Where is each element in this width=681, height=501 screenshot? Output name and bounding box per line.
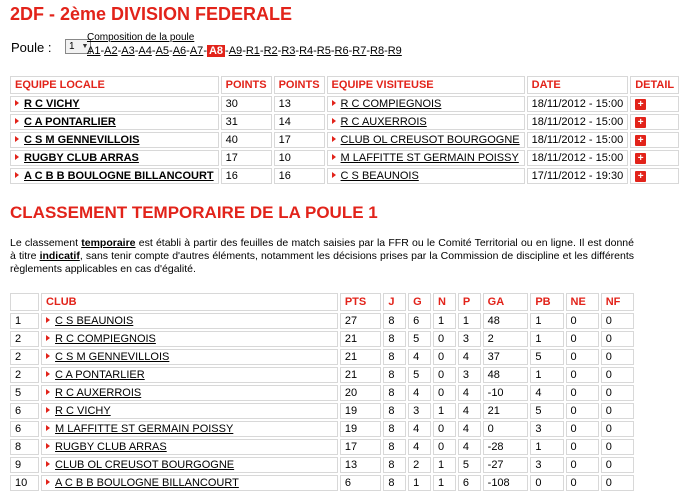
match-points-away: 17 xyxy=(274,132,325,148)
standings-j: 8 xyxy=(383,367,406,383)
round-separator: - xyxy=(117,45,122,57)
standings-p: 1 xyxy=(458,313,481,329)
home-team-name: RUGBY CLUB ARRAS xyxy=(24,152,139,164)
standings-p: 4 xyxy=(458,403,481,419)
standings-pts: 21 xyxy=(340,331,382,347)
standings-pb: 5 xyxy=(530,349,563,365)
standings-n: 0 xyxy=(433,349,456,365)
plus-icon[interactable]: + xyxy=(635,153,646,164)
standings-rank: 1 xyxy=(10,313,39,329)
club-name: C S BEAUNOIS xyxy=(55,315,134,327)
match-row xyxy=(10,132,679,148)
poule-label: Poule : xyxy=(11,40,52,55)
standings-pb: 5 xyxy=(530,403,563,419)
header-points-away: POINTS xyxy=(274,76,325,94)
match-points-away: 16 xyxy=(274,168,325,184)
round-separator: - xyxy=(366,45,370,57)
round-separator: - xyxy=(186,45,190,57)
club-name: R C VICHY xyxy=(55,405,111,417)
header-detail: DETAIL xyxy=(630,76,679,94)
match-row xyxy=(10,114,679,130)
standings-rank: 6 xyxy=(10,421,39,437)
round-separator: - xyxy=(100,45,105,57)
standings-rank: 8 xyxy=(10,439,39,455)
standings-rank: 2 xyxy=(10,331,39,347)
round-link-a6[interactable]: A6 xyxy=(172,45,187,57)
standings-n: 1 xyxy=(433,475,456,491)
away-team-name: R C COMPIEGNOIS xyxy=(340,98,442,110)
standings-pb: 1 xyxy=(530,331,563,347)
club-name: C A PONTARLIER xyxy=(55,369,145,381)
away-team-name: M LAFFITTE ST GERMAIN POISSY xyxy=(340,152,519,164)
explain-bold-temporaire: temporaire xyxy=(81,237,136,249)
triangle-right-icon xyxy=(15,154,19,160)
round-separator: - xyxy=(313,45,317,57)
triangle-right-icon xyxy=(46,317,50,323)
header-g: G xyxy=(408,293,431,311)
header-home: EQUIPE LOCALE xyxy=(10,76,219,94)
standings-p: 4 xyxy=(458,439,481,455)
home-team-name: A C B B BOULOGNE BILLANCOURT xyxy=(24,170,214,182)
explain-text-2: est établi à partir des feuilles de match saisies par la FFR ou le Comité Territorial ou en ligne. Il est donné à titre xyxy=(10,237,634,262)
round-separator: - xyxy=(134,45,139,57)
match-date: 18/11/2012 - 15:00 xyxy=(527,114,629,130)
match-points-home: 30 xyxy=(221,96,272,112)
standings-club[interactable] xyxy=(41,349,338,365)
round-separator: - xyxy=(242,45,246,57)
header-p: P xyxy=(458,293,481,311)
standings-row xyxy=(10,439,634,455)
triangle-right-icon xyxy=(46,335,50,341)
home-team-name: R C VICHY xyxy=(24,98,80,110)
match-row xyxy=(10,96,679,112)
standings-ne: 0 xyxy=(566,313,599,329)
plus-icon[interactable]: + xyxy=(635,117,646,128)
standings-row xyxy=(10,385,634,401)
standings-nf: 0 xyxy=(601,421,634,437)
away-team-name: R C AUXERROIS xyxy=(340,116,427,128)
classement-title: CLASSEMENT TEMPORAIRE DE LA POULE 1 xyxy=(10,203,378,222)
standings-nf: 0 xyxy=(601,475,634,491)
club-name: M LAFFITTE ST GERMAIN POISSY xyxy=(55,423,234,435)
round-link-a1[interactable]: A1 xyxy=(87,45,101,57)
round-link-r1[interactable]: R1 xyxy=(245,45,260,57)
standings-n: 1 xyxy=(433,457,456,473)
match-points-home: 17 xyxy=(221,150,272,166)
round-link-a3[interactable]: A3 xyxy=(121,45,135,57)
round-link-r5[interactable]: R5 xyxy=(316,45,331,57)
standings-g: 4 xyxy=(408,439,431,455)
standings-pts: 17 xyxy=(340,439,382,455)
standings-rank: 9 xyxy=(10,457,39,473)
round-separator: - xyxy=(348,45,353,57)
match-points-away: 13 xyxy=(274,96,325,112)
match-away-team[interactable] xyxy=(327,114,525,130)
standings-ga: -108 xyxy=(483,475,529,491)
triangle-right-icon xyxy=(46,353,50,359)
poule-select-value: 1 xyxy=(69,41,75,52)
standings-ne: 0 xyxy=(566,475,599,491)
match-points-home: 40 xyxy=(221,132,272,148)
standings-nf: 0 xyxy=(601,385,634,401)
header-points-home: POINTS xyxy=(221,76,272,94)
standings-n: 0 xyxy=(433,439,456,455)
standings-nf: 0 xyxy=(601,439,634,455)
triangle-right-icon xyxy=(46,443,50,449)
standings-rank: 10 xyxy=(10,475,39,491)
triangle-right-icon xyxy=(15,118,19,124)
round-link-r8[interactable]: R8 xyxy=(370,45,385,57)
standings-g: 4 xyxy=(408,349,431,365)
round-separator: - xyxy=(203,45,207,57)
round-link-a7[interactable]: A7 xyxy=(189,45,204,57)
standings-ne: 0 xyxy=(566,367,599,383)
standings-j: 8 xyxy=(383,331,406,347)
standings-ga: 48 xyxy=(483,367,529,383)
header-date: DATE xyxy=(527,76,629,94)
standings-club[interactable] xyxy=(41,403,338,419)
standings-n: 0 xyxy=(433,331,456,347)
header-club: CLUB xyxy=(41,293,338,311)
triangle-right-icon xyxy=(46,479,50,485)
round-link-r6[interactable]: R6 xyxy=(334,45,349,57)
standings-ga: 48 xyxy=(483,313,529,329)
standings-ga: 0 xyxy=(483,421,529,437)
standings-j: 8 xyxy=(383,475,406,491)
standings-nf: 0 xyxy=(601,367,634,383)
standings-p: 6 xyxy=(458,475,481,491)
standings-rank: 5 xyxy=(10,385,39,401)
standings-club[interactable] xyxy=(41,421,338,437)
header-nf: NF xyxy=(601,293,634,311)
round-separator: - xyxy=(259,45,264,57)
home-team-name: C A PONTARLIER xyxy=(24,116,116,128)
match-points-away: 14 xyxy=(274,114,325,130)
standings-pb: 0 xyxy=(530,475,563,491)
round-link-r4[interactable]: R4 xyxy=(299,45,314,57)
triangle-right-icon xyxy=(15,172,19,178)
round-separator: - xyxy=(225,45,229,57)
triangle-right-icon xyxy=(15,136,19,142)
chevron-down-icon: ▼ xyxy=(81,43,89,50)
standings-table xyxy=(8,291,636,493)
round-separator: - xyxy=(277,45,282,57)
triangle-right-icon xyxy=(332,172,336,178)
club-name: CLUB OL CREUSOT BOURGOGNE xyxy=(55,459,235,471)
triangle-right-icon xyxy=(46,371,50,377)
standings-ne: 0 xyxy=(566,421,599,437)
standings-ne: 0 xyxy=(566,457,599,473)
triangle-right-icon xyxy=(46,425,50,431)
standings-g: 5 xyxy=(408,367,431,383)
club-name: A C B B BOULOGNE BILLANCOURT xyxy=(55,477,239,489)
standings-club[interactable] xyxy=(41,331,338,347)
standings-j: 8 xyxy=(383,421,406,437)
header-pts: PTS xyxy=(340,293,382,311)
standings-n: 1 xyxy=(433,313,456,329)
standings-pts: 19 xyxy=(340,421,382,437)
explain-text-1: Le classement xyxy=(10,237,82,249)
standings-pb: 1 xyxy=(530,313,563,329)
standings-j: 8 xyxy=(383,349,406,365)
standings-ne: 0 xyxy=(566,439,599,455)
round-separator: - xyxy=(295,45,300,57)
away-team-name: CLUB OL CREUSOT BOURGOGNE xyxy=(340,134,520,146)
standings-pts: 21 xyxy=(340,367,382,383)
triangle-right-icon xyxy=(46,407,50,413)
standings-j: 8 xyxy=(383,403,406,419)
standings-nf: 0 xyxy=(601,349,634,365)
match-date: 18/11/2012 - 15:00 xyxy=(527,132,629,148)
standings-p: 5 xyxy=(458,457,481,473)
club-name: C S M GENNEVILLOIS xyxy=(55,351,170,363)
round-link-a2[interactable]: A2 xyxy=(104,45,118,57)
standings-row xyxy=(10,457,634,473)
explain-bold-indicatif: indicatif xyxy=(39,250,80,262)
home-team-name: C S M GENNEVILLOIS xyxy=(24,134,140,146)
round-separator: - xyxy=(151,45,156,57)
match-detail xyxy=(630,132,679,148)
standings-pts: 19 xyxy=(340,403,382,419)
standings-nf: 0 xyxy=(601,457,634,473)
standings-g: 2 xyxy=(408,457,431,473)
standings-pb: 1 xyxy=(530,439,563,455)
standings-nf: 0 xyxy=(601,313,634,329)
match-date: 18/11/2012 - 15:00 xyxy=(527,96,629,112)
matches-table xyxy=(8,74,681,186)
standings-ne: 0 xyxy=(566,403,599,419)
standings-pb: 1 xyxy=(530,367,563,383)
match-away-team[interactable] xyxy=(327,150,525,166)
round-link-r9[interactable]: R9 xyxy=(387,45,402,57)
standings-club[interactable] xyxy=(41,367,338,383)
composition-link[interactable]: Composition de la poule xyxy=(87,32,195,43)
standings-g: 4 xyxy=(408,385,431,401)
match-away-team[interactable] xyxy=(327,96,525,112)
standings-n: 0 xyxy=(433,385,456,401)
round-links xyxy=(87,45,402,57)
standings-g: 3 xyxy=(408,403,431,419)
match-home-team[interactable] xyxy=(10,168,219,184)
round-link-r3[interactable]: R3 xyxy=(281,45,296,57)
standings-n: 0 xyxy=(433,367,456,383)
standings-n: 1 xyxy=(433,403,456,419)
standings-club[interactable] xyxy=(41,457,338,473)
round-link-a4[interactable]: A4 xyxy=(138,45,152,57)
standings-pb: 3 xyxy=(530,457,563,473)
standings-club[interactable] xyxy=(41,313,338,329)
explain-text-3: , sans tenir compte d'autres éléments, notamment les décisions prises par la Commission de discipline et les différents règlements applicables en cas d'égalité. xyxy=(10,250,634,275)
poule-selector-row xyxy=(10,32,630,60)
standings-p: 3 xyxy=(458,331,481,347)
header-rank xyxy=(10,293,39,311)
standings-pts: 27 xyxy=(340,313,382,329)
match-detail xyxy=(630,96,679,112)
triangle-right-icon xyxy=(332,118,336,124)
standings-j: 8 xyxy=(383,313,406,329)
round-link-r2[interactable]: R2 xyxy=(263,45,278,57)
standings-n: 0 xyxy=(433,421,456,437)
standings-club[interactable] xyxy=(41,385,338,401)
standings-pts: 6 xyxy=(340,475,382,491)
standings-ga: 21 xyxy=(483,403,529,419)
triangle-right-icon xyxy=(46,389,50,395)
match-home-team[interactable] xyxy=(10,96,219,112)
standings-ne: 0 xyxy=(566,331,599,347)
standings-rank: 2 xyxy=(10,349,39,365)
match-detail xyxy=(630,114,679,130)
match-home-team[interactable] xyxy=(10,114,219,130)
standings-p: 4 xyxy=(458,421,481,437)
standings-g: 5 xyxy=(408,331,431,347)
standings-ga: -10 xyxy=(483,385,529,401)
standings-row xyxy=(10,403,634,419)
standings-p: 4 xyxy=(458,349,481,365)
standings-rank: 2 xyxy=(10,367,39,383)
header-ne: NE xyxy=(566,293,599,311)
standings-ga: 2 xyxy=(483,331,529,347)
standings-j: 8 xyxy=(383,457,406,473)
standings-p: 3 xyxy=(458,367,481,383)
classement-explanation xyxy=(10,237,634,276)
standings-ga: 37 xyxy=(483,349,529,365)
match-date: 17/11/2012 - 19:30 xyxy=(527,168,629,184)
match-away-team[interactable] xyxy=(327,132,525,148)
round-link-a8[interactable]: A8 xyxy=(208,45,224,57)
triangle-right-icon xyxy=(332,136,336,142)
standings-g: 1 xyxy=(408,475,431,491)
round-separator: - xyxy=(384,45,388,57)
header-pb: PB xyxy=(530,293,563,311)
standings-row xyxy=(10,367,634,383)
standings-nf: 0 xyxy=(601,331,634,347)
match-points-away: 10 xyxy=(274,150,325,166)
round-link-a5[interactable]: A5 xyxy=(155,45,170,57)
standings-row xyxy=(10,313,634,329)
plus-icon[interactable]: + xyxy=(635,99,646,110)
standings-club[interactable] xyxy=(41,475,338,491)
standings-pb: 3 xyxy=(530,421,563,437)
club-name: R C AUXERROIS xyxy=(55,387,142,399)
match-row xyxy=(10,168,679,184)
away-team-name: C S BEAUNOIS xyxy=(340,170,419,182)
plus-icon[interactable]: + xyxy=(635,171,646,182)
standings-club[interactable] xyxy=(41,439,338,455)
standings-ne: 0 xyxy=(566,385,599,401)
standings-pts: 20 xyxy=(340,385,382,401)
match-detail xyxy=(630,150,679,166)
standings-pts: 13 xyxy=(340,457,382,473)
match-detail xyxy=(630,168,679,184)
triangle-right-icon xyxy=(332,154,336,160)
match-away-team[interactable] xyxy=(327,168,525,184)
matches-header-row xyxy=(10,76,679,94)
match-points-home: 16 xyxy=(221,168,272,184)
triangle-right-icon xyxy=(46,461,50,467)
standings-row xyxy=(10,421,634,437)
match-date: 18/11/2012 - 15:00 xyxy=(527,150,629,166)
standings-row xyxy=(10,475,634,491)
standings-pts: 21 xyxy=(340,349,382,365)
standings-nf: 0 xyxy=(601,403,634,419)
header-j: J xyxy=(383,293,406,311)
header-ga: GA xyxy=(483,293,529,311)
standings-ga: -27 xyxy=(483,457,529,473)
round-separator: - xyxy=(169,45,173,57)
standings-header-row xyxy=(10,293,634,311)
standings-j: 8 xyxy=(383,439,406,455)
club-name: R C COMPIEGNOIS xyxy=(55,333,156,345)
match-home-team[interactable] xyxy=(10,150,219,166)
round-link-r7[interactable]: R7 xyxy=(352,45,367,57)
standings-g: 4 xyxy=(408,421,431,437)
standings-rank: 6 xyxy=(10,403,39,419)
round-link-a9[interactable]: A9 xyxy=(228,45,243,57)
triangle-right-icon xyxy=(332,100,336,106)
club-name: RUGBY CLUB ARRAS xyxy=(55,441,167,453)
match-row xyxy=(10,150,679,166)
standings-p: 4 xyxy=(458,385,481,401)
standings-ne: 0 xyxy=(566,349,599,365)
standings-row xyxy=(10,331,634,347)
header-n: N xyxy=(433,293,456,311)
standings-pb: 4 xyxy=(530,385,563,401)
standings-ga: -28 xyxy=(483,439,529,455)
round-separator: - xyxy=(330,45,335,57)
match-points-home: 31 xyxy=(221,114,272,130)
triangle-right-icon xyxy=(15,100,19,106)
match-home-team[interactable] xyxy=(10,132,219,148)
plus-icon[interactable]: + xyxy=(635,135,646,146)
standings-row xyxy=(10,349,634,365)
header-away: EQUIPE VISITEUSE xyxy=(327,76,525,94)
standings-g: 6 xyxy=(408,313,431,329)
page-title: 2DF - 2ème DIVISION FEDERALE xyxy=(10,4,293,24)
standings-j: 8 xyxy=(383,385,406,401)
